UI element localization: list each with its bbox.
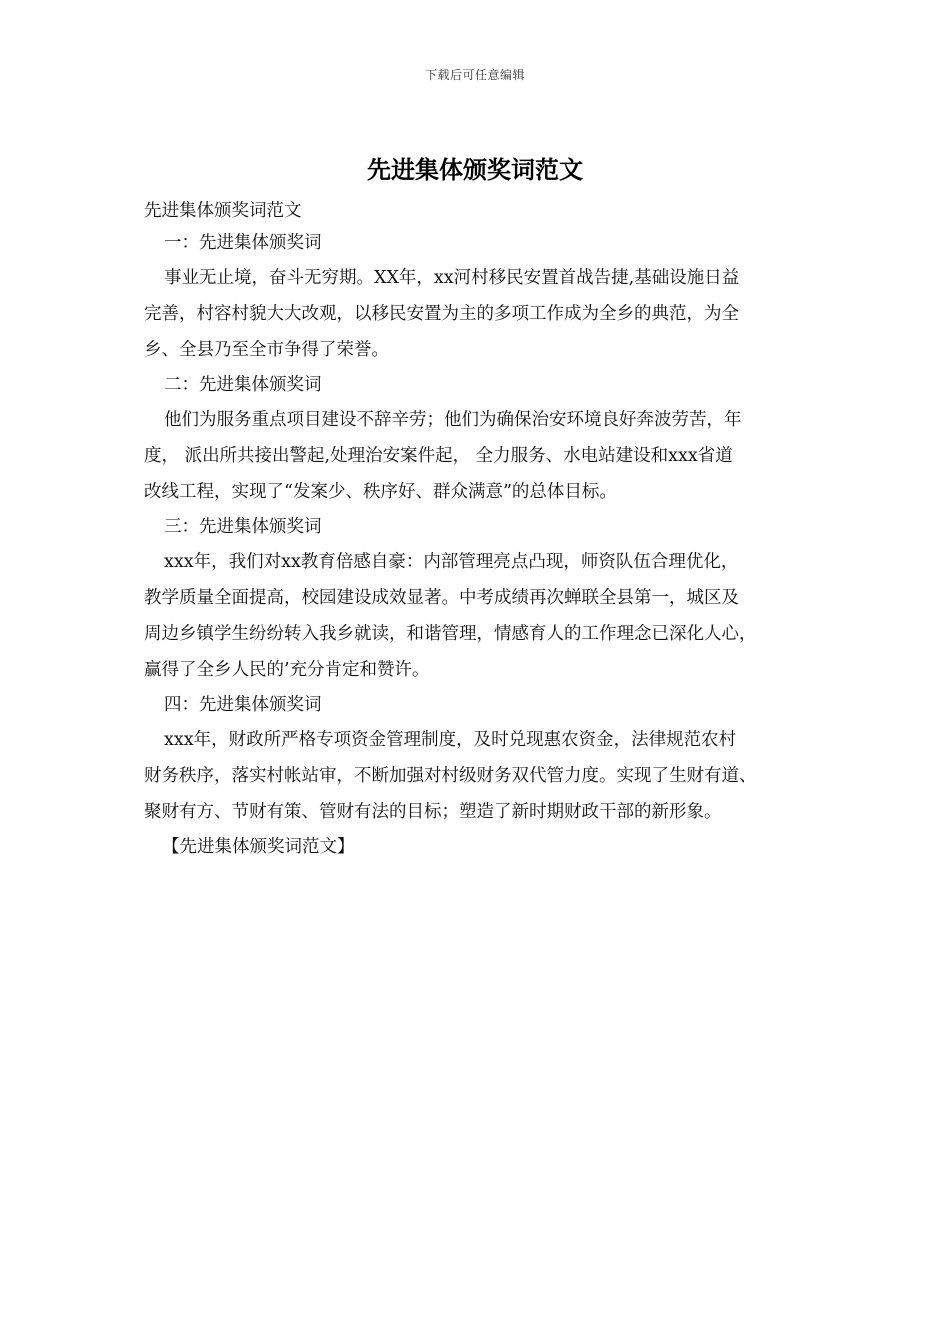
paragraph-line: 他们为服务重点项目建设不辞辛劳；他们为确保治安环境良好奔波劳苦，年 bbox=[164, 410, 742, 430]
paragraph-line: xxx年，我们对xx教育倍感自豪：内部管理亮点凸现，师资队伍合理优化， bbox=[164, 552, 739, 572]
section-heading: 二：先进集体颁奖词 bbox=[164, 375, 322, 395]
paragraph-line: 事业无止境，奋斗无穷期。XX年，xx河村移民安置首战告捷,基础设施日益 bbox=[164, 268, 740, 288]
section-heading: 一：先进集体颁奖词 bbox=[164, 233, 322, 253]
paragraph-line: 度， 派出所共接出警起,处理治安案件起， 全力服务、水电站建设和xxx省道 bbox=[144, 446, 733, 466]
section-heading: 三：先进集体颁奖词 bbox=[164, 517, 322, 537]
section-paragraph bbox=[144, 544, 820, 688]
section-1 bbox=[144, 226, 820, 368]
paragraph-line: 完善，村容村貌大大改观，以移民安置为主的多项工作成为全乡的典范，为全 bbox=[144, 304, 739, 324]
document-body bbox=[144, 196, 820, 864]
paragraph-line: 财务秩序，落实村帐站审，不断加强对村级财务双代管力度。实现了生财有道、 bbox=[144, 766, 757, 786]
section-paragraph bbox=[144, 402, 820, 510]
section-3 bbox=[144, 510, 820, 688]
paragraph-line: 赢得了全乡人民的’充分肯定和赞许。 bbox=[144, 660, 430, 680]
section-paragraph bbox=[144, 722, 820, 830]
page-title: 先进集体颁奖词范文 bbox=[367, 155, 583, 184]
section-4 bbox=[144, 688, 820, 830]
paragraph-line: 改线工程，实现了“发案少、秩序好、群众满意”的总体目标。 bbox=[144, 482, 617, 502]
section-paragraph bbox=[144, 260, 820, 368]
paragraph-line: 教学质量全面提高，校园建设成效显著。中考成绩再次蝉联全县第一，城区及 bbox=[144, 588, 739, 608]
section-2 bbox=[144, 368, 820, 510]
paragraph-line: 周边乡镇学生纷纷转入我乡就读，和谐管理，情感育人的工作理念已深化人心， bbox=[144, 624, 757, 644]
paragraph-line: 聚财有方、节财有策、管财有法的目标；塑造了新时期财政干部的新形象。 bbox=[144, 802, 722, 822]
header-note: 下载后可任意编辑 bbox=[424, 68, 525, 82]
subtitle: 先进集体颁奖词范文 bbox=[144, 201, 302, 221]
paragraph-line: 乡、全县乃至全市争得了荣誉。 bbox=[144, 340, 389, 360]
footer-tag: 【先进集体颁奖词范文】 bbox=[162, 837, 355, 857]
paragraph-line: xxx年，财政所严格专项资金管理制度，及时兑现惠农资金，法律规范农村 bbox=[164, 730, 737, 750]
section-heading: 四：先进集体颁奖词 bbox=[164, 695, 322, 715]
